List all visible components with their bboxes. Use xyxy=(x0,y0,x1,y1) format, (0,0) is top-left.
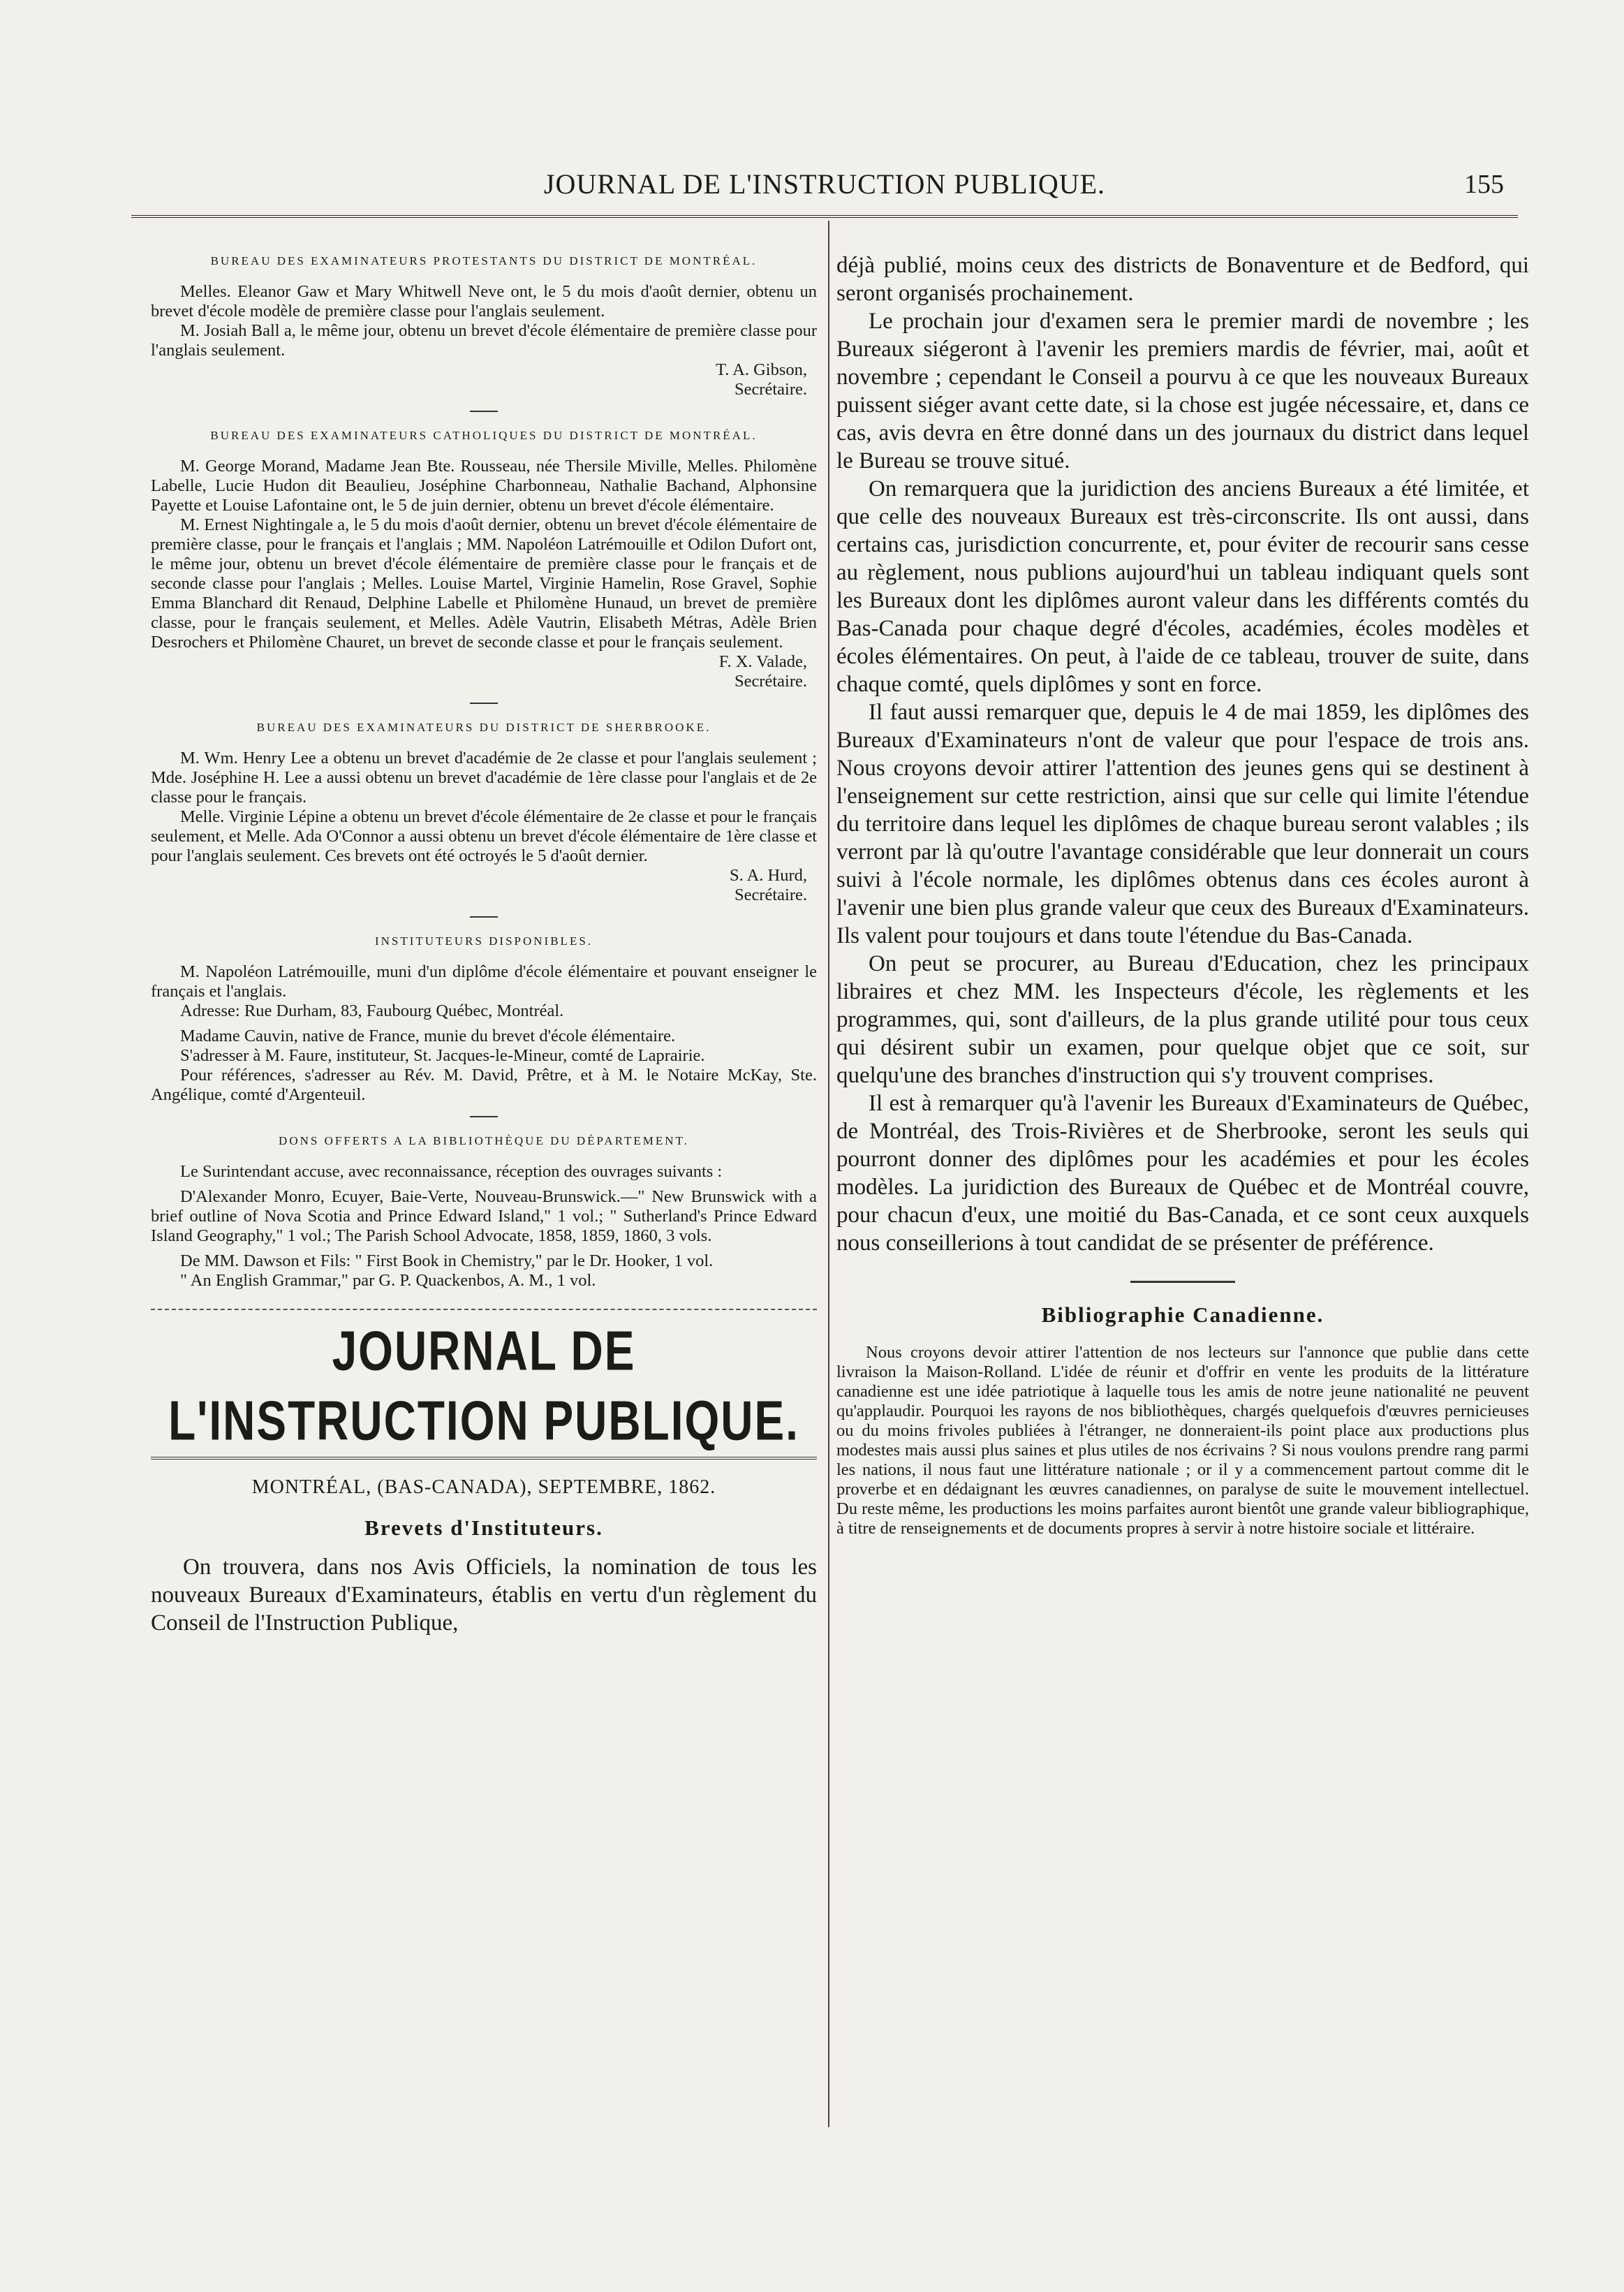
signature-name: S. A. Hurd, xyxy=(730,866,807,885)
paragraph: M. Josiah Ball a, le même jour, obtenu un brevet d'école élémentaire de première classe pour l'anglais seulement. xyxy=(151,321,817,360)
paragraph: Il est à remarquer qu'à l'avenir les Bureaux d'Examinateurs de Québec, de Montréal, des Trois-Rivières et de Sherbrooke, seront les seuls qui pourront donner des diplômes pour les académies et pour les écoles modèles. La juridiction des Bureaux de Québec et de Montréal couvre, pour chacun d'eux, une moitié du Bas-Canada, et ce sont ceux auxquels nous conseillerions à tout candidat de se présenter de préférence. xyxy=(836,1091,1529,1256)
section-separator xyxy=(470,1116,498,1117)
left-column xyxy=(151,251,817,1637)
paragraph: M. Wm. Henry Lee a obtenu un brevet d'académie de 2e classe et pour l'anglais seulement ; Mde. Joséphine H. Lee a aussi obtenu un brevet d'académie de 1ère classe pour l'anglais et de 2e classe pour le français. xyxy=(151,749,817,807)
signature-title: Secrétaire. xyxy=(734,380,807,399)
masthead-rule-bottom xyxy=(151,1457,817,1460)
paragraph: déjà publié, moins ceux des districts de Bonaventure et de Bedford, qui seront organisés prochainement. xyxy=(836,253,1529,306)
section-heading-available-teachers: INSTITUTEURS DISPONIBLES. xyxy=(374,934,593,948)
section-heading-catholic-board: BUREAU DES EXAMINATEURS CATHOLIQUES DU DISTRICT DE MONTRÉAL. xyxy=(210,429,758,442)
paragraph: Pour références, s'adresser au Rév. M. David, Prêtre, et à M. le Notaire McKay, Ste. Angélique, comté d'Argenteuil. xyxy=(151,1066,817,1104)
right-column xyxy=(836,251,1529,1538)
paragraph: Il faut aussi remarquer que, depuis le 4 de mai 1859, les diplômes des Bureaux d'Examinateurs n'ont de valeur que pour l'espace de trois ans. Nous croyons devoir attirer l'attention des jeunes gens qui se destinent à l'enseignement sur cette restriction, ainsi que sur celle qui limite l'étendue du territoire dans lequel les diplômes de chaque bureau seront valables ; ils verront par là qu'outre l'avantage considérable que leur donnerait un cours suivi à l'école normale, les diplômes obtenus dans ces écoles auront à l'avenir une bien plus grande valeur que ceux des Bureaux d'Examinateurs. Ils valent pour toujours et dans toute l'étendue du Bas-Canada. xyxy=(836,700,1529,948)
signature-name: F. X. Valade, xyxy=(718,652,807,671)
paragraph: D'Alexander Monro, Ecuyer, Baie-Verte, Nouveau-Brunswick.—" New Brunswick with a brief outline of Nova Scotia and Prince Edward Island," 1 vol.; " Sutherland's Prince Edward Island Geography," 1 vol.; The Parish School Advocate, 1858, 1859, 1860, 3 vols. xyxy=(151,1187,817,1245)
paragraph: De MM. Dawson et Fils: " First Book in Chemistry," par le Dr. Hooker, 1 vol. xyxy=(180,1251,714,1270)
section-separator xyxy=(470,916,498,918)
paragraph: Melles. Eleanor Gaw et Mary Whitwell Neve ont, le 5 du mois d'août dernier, obtenu un brevet d'école modèle de première classe pour l'anglais seulement. xyxy=(151,282,817,321)
running-title: JOURNAL DE L'INSTRUCTION PUBLIQUE. xyxy=(543,168,1106,200)
paragraph: Le Surintendant accuse, avec reconnaissance, réception des ouvrages suivants : xyxy=(180,1162,723,1181)
signature-title: Secrétaire. xyxy=(734,672,807,691)
section-separator xyxy=(470,411,498,412)
page-number: 155 xyxy=(1464,170,1504,199)
section-heading-sherbrooke-board: BUREAU DES EXAMINATEURS DU DISTRICT DE SHERBROOKE. xyxy=(256,721,711,734)
section-separator xyxy=(470,703,498,704)
paragraph: M. George Morand, Madame Jean Bte. Rousseau, née Thersile Miville, Melles. Philomène Labelle, Lucie Hudon dit Beaulieu, Joséphine Charbonneau, Nathalie Bachand, Alphonsine Payette et Louise Lafontaine ont, le 5 de juin dernier, obtenu un brevet d'école élémentaire. xyxy=(151,457,817,515)
paragraph: Nous croyons devoir attirer l'attention de nos lecteurs sur l'annonce que publie dans cette livraison la Maison-Rolland. L'idée de réunir et d'offrir en vente les produits de la littérature canadienne est une idée patriotique à laquelle tous les amis de notre jeune nationalité ne peuvent qu'applaudir. Pourquoi les rayons de nos bibliothèques, chargés quelquefois d'œuvres pernicieuses ou du moins frivoles publiées à l'étranger, ne donneraient-ils point place aux productions plus modestes mais aussi plus saines et plus utiles de nos écrivains ? Si nous voulons prendre rang parmi les nations, il nous faut une littérature nationale ; or il y a commencement partout comme dit le proverbe et en dédaignant les œuvres canadiennes, on paralyse de suite le mouvement intellectuel. Du reste même, les productions les moins parfaites auront bientôt une grande valeur bibliographique, à titre de renseignements et de documents propres à servir à notre histoire sociale et littéraire. xyxy=(836,1343,1529,1538)
paragraph: Madame Cauvin, native de France, munie du brevet d'école élémentaire. xyxy=(180,1027,676,1045)
signature-name: T. A. Gibson, xyxy=(716,360,807,379)
section-separator xyxy=(1130,1281,1235,1283)
paragraph: On trouvera, dans nos Avis Officiels, la nomination de tous les nouveaux Bureaux d'Examinateurs, établis en vertu d'un règlement du Conseil de l'Instruction Publique, xyxy=(151,1555,817,1636)
paragraph: M. Napoléon Latrémouille, muni d'un diplôme d'école élémentaire et pouvant enseigner le français et l'anglais. xyxy=(151,962,817,1001)
paragraph: " An English Grammar," par G. P. Quackenbos, A. M., 1 vol. xyxy=(180,1271,596,1290)
paragraph: M. Ernest Nightingale a, le 5 du mois d'août dernier, obtenu un brevet d'école élémentaire de première classe, pour le français et l'anglais ; MM. Napoléon Latrémouille et Odilon Dufort ont, le même jour, obtenu un brevet d'école élémentaire de première classe pour le français et de seconde classe pour l'anglais ; Melles. Louise Martel, Virginie Hamelin, Rose Gravel, Sophie Emma Blanchard dit Renaud, Delphine Labelle et Philomène Hunaud, un brevet de première classe, pour le français seulement, et Melles. Adèle Vautrin, Elisabeth Métras, Adèle Brien Desrochers et Philomène Chauret, un brevet de seconde classe et pour le français seulement. xyxy=(151,515,817,652)
paragraph: S'adresser à M. Faure, instituteur, St. Jacques-le-Mineur, comté de Laprairie. xyxy=(180,1046,705,1065)
section-heading-library-gifts: DONS OFFERTS A LA BIBLIOTHÈQUE DU DÉPARTEMENT. xyxy=(279,1134,689,1147)
heading-brevets: Brevets d'Instituteurs. xyxy=(364,1515,603,1540)
heading-bibliographie: Bibliographie Canadienne. xyxy=(1041,1302,1324,1327)
dateline: MONTRÉAL, (BAS-CANADA), SEPTEMBRE, 1862. xyxy=(251,1476,716,1498)
paragraph: On peut se procurer, au Bureau d'Education, chez les principaux libraires et chez MM. les Inspecteurs d'école, les règlements et les programmes, qui, sont d'ailleurs, de la plus grande utilité pour tous ceux qui désirent subir un examen, pour quelque objet que ce soit, sur quelqu'une des branches d'instruction qui s'y trouvent comprises. xyxy=(836,951,1529,1088)
masthead-title: JOURNAL DE L'INSTRUCTION PUBLIQUE. xyxy=(168,1319,799,1452)
paragraph: Adresse: Rue Durham, 83, Faubourg Québec, Montréal. xyxy=(180,1001,564,1020)
section-heading-protestant-board: BUREAU DES EXAMINATEURS PROTESTANTS DU DISTRICT DE MONTRÉAL. xyxy=(210,254,758,267)
header-rule xyxy=(131,215,1518,218)
page-header xyxy=(131,165,1518,204)
paragraph: Le prochain jour d'examen sera le premier mardi de novembre ; les Bureaux siégeront à l'avenir les premiers mardis de février, mai, août et novembre ; cependant le Conseil a pourvu à ce que les nouveaux Bureaux puissent siéger avant cette date, si la chose est jugée nécessaire, et, dans ce cas, avis devra en être donné dans un des journaux du district dans lequel le Bureau se trouve situé. xyxy=(836,309,1529,473)
column-divider xyxy=(828,221,829,2127)
paragraph: Melle. Virginie Lépine a obtenu un brevet d'école élémentaire de 2e classe et pour le français seulement, et Melle. Ada O'Connor a aussi obtenu un brevet d'école élémentaire de 1ère classe et pour l'anglais seulement. Ces brevets ont été octroyés le 5 d'août dernier. xyxy=(151,807,817,865)
signature-title: Secrétaire. xyxy=(734,886,807,904)
paragraph: On remarquera que la juridiction des anciens Bureaux a été limitée, et que celle des nouveaux Bureaux est très-circonscrite. Ils ont aussi, dans certains cas, jurisdiction concurrente, et, pour éviter de recourir sans cesse au règlement, nous publions aujourd'hui un tableau indiquant quels sont les Bureaux dont les diplômes auront valeur dans les différents comtés du Bas-Canada pour chaque degré d'écoles, académies, écoles modèles et écoles élémentaires. On peut, à l'aide de ce tableau, trouver de suite, dans chaque comté, quels diplômes y sont en force. xyxy=(836,476,1529,697)
masthead-rule-top xyxy=(151,1309,817,1310)
